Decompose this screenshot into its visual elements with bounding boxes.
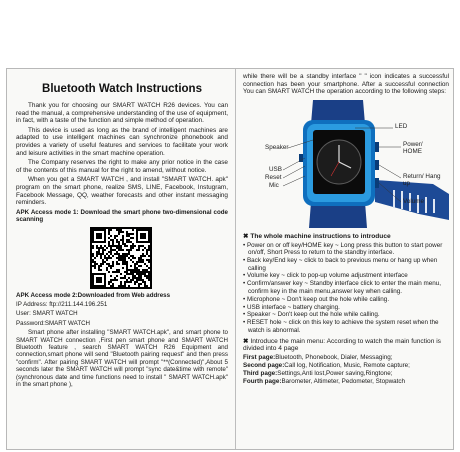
label-power-home: Power/ HOME bbox=[403, 140, 423, 155]
label-led: LED bbox=[395, 122, 408, 130]
manual-sheet bbox=[6, 68, 454, 450]
qr-code-icon bbox=[90, 227, 152, 289]
list-item: Fourth page:Barometer, Altimeter, Pedometer, Stopwatch bbox=[243, 377, 406, 385]
label-mic: Mic bbox=[269, 181, 279, 189]
section-marker-icon: ✖ bbox=[243, 232, 251, 240]
label-return-hangup: Return/ Hang up bbox=[403, 172, 441, 187]
manual-title: Bluetooth Watch Instructions bbox=[42, 83, 202, 95]
watch-diagram bbox=[243, 98, 449, 228]
list-item: Second page:Call log, Notification, Music, Remote capture; bbox=[243, 362, 410, 370]
list-item: Third page:Settings,Anti lost,Power saving,Ringtone; bbox=[243, 369, 393, 377]
ip-address: IP Address: ftp://211.144.196.251 bbox=[16, 300, 108, 308]
apk-mode-1: APK Access mode 1: Download the smart phone two-dimensional code scanning bbox=[16, 208, 228, 224]
list-item: • RESET hole ~ click on this key to achieve the system reset when the watch is abnormal. bbox=[243, 319, 439, 334]
install-paragraph: When you get a SMART WATCH , and install "SMART WATCH. apk" program on the smart phone, realize SMS, LINE, Facebook, Instugram, Facebook Message, QQ, weather forecasts and other instant messaging reminders. bbox=[16, 176, 228, 207]
label-volume: Volume bbox=[403, 197, 425, 205]
watch-illustration bbox=[243, 98, 449, 228]
list-item: First page:Bluetooth, Phonebook, Dialer, Messaging; bbox=[243, 354, 393, 362]
section-heading-machine: ✖ The whole machine instructions to introduce bbox=[243, 232, 391, 240]
right-page bbox=[236, 69, 454, 450]
key-instructions-list bbox=[243, 242, 449, 334]
list-item: • Confirm/answer key ~ Standby interface click to enter the main menu, confirm key in the main menu,answer key when calling. bbox=[243, 280, 442, 295]
intro-paragraph: Thank you for choosing our SMART WATCH R26 devices. You can read the manual, a comprehensive understanding of the use of equipment, in fact, with a taste of the function and simple method of operation. bbox=[16, 102, 228, 125]
notice-paragraph: The Company reserves the right to make any prior notice in the case of the contents of this manual for the right to amend, without notice. bbox=[16, 159, 228, 174]
label-usb: USB bbox=[269, 165, 282, 173]
user-line: User: SMART WATCH bbox=[16, 310, 78, 318]
list-item: • Back key/End key ~ click to back to previous menu or hang up when calling bbox=[243, 257, 438, 272]
list-item: • Speaker ~ Don't keep out the hole while calling. bbox=[243, 311, 380, 319]
password-line: Password:SMART WATCH bbox=[16, 319, 91, 327]
list-item: • Microphone ~ Don't keep out the hole while calling. bbox=[243, 295, 390, 303]
usage-paragraph: This device is used as long as the brand of intelligent machines are adapted to use intelligent machines can synchronize phonebook and provides a variety of useful features and services to facilitate your work and leisure activities in the smart machine operation. bbox=[16, 126, 228, 157]
section-heading-menu: ✖ Introduce the main menu: According to watch the main function is divided into 4 page bbox=[243, 338, 441, 353]
pairing-paragraph: Smart phone after installing "SMART WATCH.apk", and smart phone to SMART WATCH connection ,First pen smart phone and SMART WATCH Bluetooth feature , search SMART WATCH R26 Equipment and connection,smart phone will send "Bluetooth pairing request" and then press "confirm". After pairing SMART WATCH will prompt "**(Connected)",About 5 seconds later the SMART WATCH will prompt "sync date&time with remote" (synchronous date and time functions need to install " SMART WATCH.apk" in the smart phone ), bbox=[16, 329, 228, 388]
section-marker-icon: ✖ bbox=[243, 338, 251, 346]
list-item: • USB interface ~ battery charging. bbox=[243, 303, 340, 311]
label-speaker: Speaker bbox=[265, 143, 289, 151]
left-page bbox=[7, 69, 235, 450]
label-reset: Reset bbox=[265, 173, 282, 181]
menu-pages-list bbox=[243, 354, 449, 385]
list-item: • Power on or off key/HOME key ~ Long press this button to start power on/off, Short Press to return to the standby interface. bbox=[243, 241, 443, 257]
connection-paragraph: while there will be a standby interface " " icon indicates a successful connection has been your smartphone. After a successful connection You can SMART WATCH the operation according to the following steps: bbox=[243, 73, 449, 96]
list-item: • Volume key ~ click to pop-up volume adjustment interface bbox=[243, 272, 408, 280]
apk-mode-2: APK Access mode 2:Downloaded from Web address bbox=[16, 291, 171, 299]
